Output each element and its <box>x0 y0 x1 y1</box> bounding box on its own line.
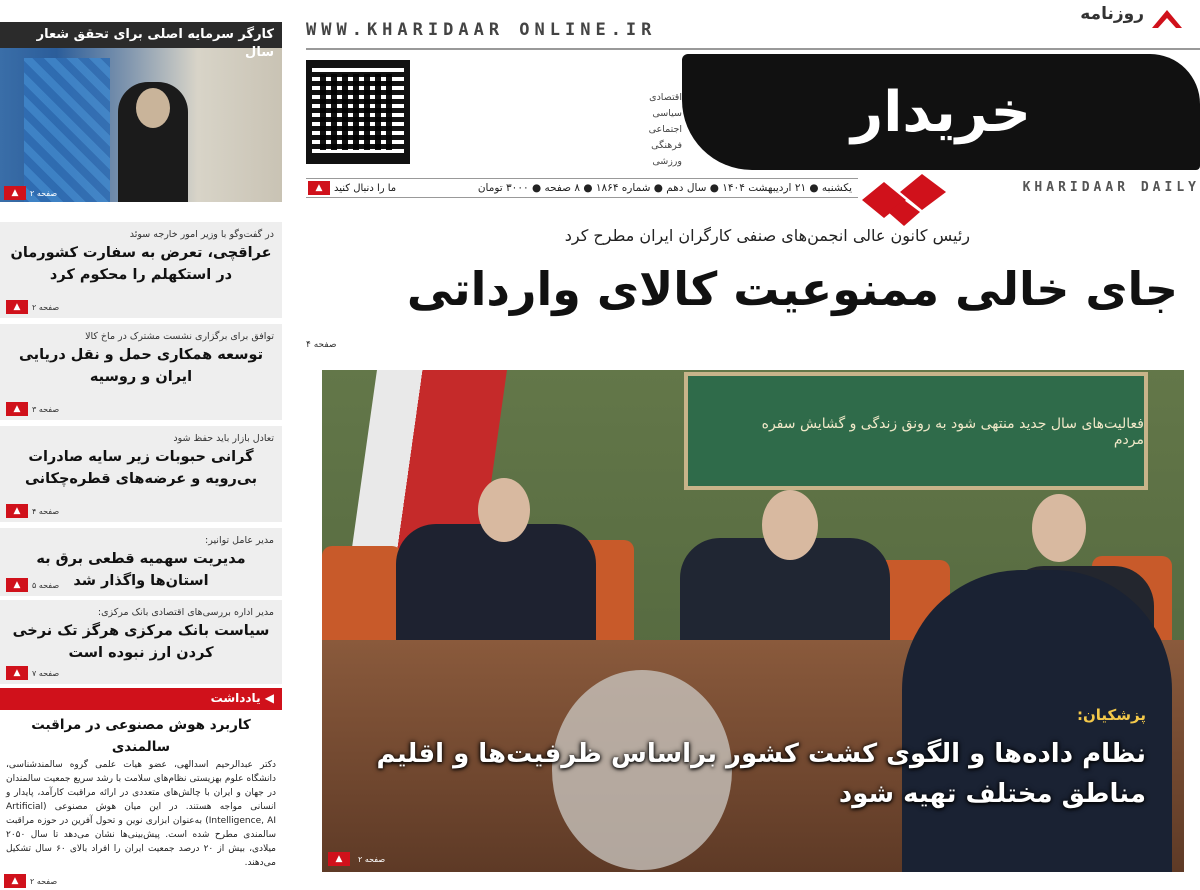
news-page-ref: ▲ صفحه ۵ <box>6 578 59 592</box>
news-item[interactable] <box>0 324 282 420</box>
news-page-ref: ▲ صفحه ۴ <box>6 504 59 518</box>
news-item[interactable] <box>0 222 282 318</box>
main-photo-story[interactable] <box>322 370 1184 872</box>
issue-info-strip <box>306 178 858 198</box>
chevron-up-icon: ▲ <box>6 578 28 592</box>
editorial-article[interactable] <box>0 714 282 870</box>
news-page-ref: ▲ صفحه ۷ <box>6 666 59 680</box>
website-url[interactable]: WWW.KHARIDAAR ONLINE.IR <box>306 20 657 40</box>
issue-date-line: یکشنبه ● ۲۱ اردیبهشت ۱۴۰۴ ● سال دهم ● شماره ۱۸۶۴ ● ۸ صفحه ● ۳۰۰۰ تومان <box>477 182 852 194</box>
editorial-title[interactable]: کاربرد هوش مصنوعی در مراقبت سالمندی <box>31 717 251 755</box>
slogan-banner <box>684 372 1148 490</box>
news-kicker: مدیر اداره بررسی‌های اقتصادی بانک مرکزی: <box>97 607 274 618</box>
editorial-page-ref: ▲ صفحه ۲ <box>4 874 57 888</box>
news-title[interactable]: گرانی حبوبات زیر سایه صادرات بی‌رویه و عرضه‌های قطره‌چکانی <box>24 449 258 487</box>
speaker-face-image <box>136 88 170 128</box>
chevron-up-icon: ▲ <box>4 186 26 200</box>
photo-caption-kicker: پزشکیان: <box>1077 706 1146 724</box>
editorial-bar-label: یادداشت <box>210 691 261 705</box>
photo-caption-title[interactable]: نظام داده‌ها و الگوی کشت کشور براساس ظرفیت‌ها و اقلیم مناطق مختلف تهیه شود <box>376 739 1146 809</box>
news-page-ref: ▲ صفحه ۳ <box>6 402 59 416</box>
mosaic-wall-image <box>24 58 110 202</box>
follow-us[interactable] <box>308 181 396 195</box>
section-item: ورزشی <box>652 156 682 167</box>
news-kicker: توافق برای برگزاری نشست مشترک در ماخ کالا <box>85 331 274 342</box>
chevron-up-icon: ▲ <box>6 300 28 314</box>
section-item: فرهنگی <box>651 140 682 151</box>
qr-code-icon[interactable] <box>306 60 410 164</box>
news-title[interactable]: سیاست بانک مرکزی هرگز تک نرخی کردن ارز نبوده است <box>12 623 270 661</box>
triangle-left-icon: ◀ <box>264 691 274 705</box>
news-title[interactable]: عراقچی، تعرض به سفارت کشورمان در استکهلم را محکوم کرد <box>10 245 272 283</box>
daily-english-name: KHARIDAAR DAILY <box>1022 180 1200 195</box>
news-kicker: تعادل بازار باید حفظ شود <box>173 433 274 444</box>
face-image <box>1032 494 1086 562</box>
top-photo-story[interactable] <box>0 22 282 202</box>
top-photo-page-ref: ▲ صفحه ۲ <box>4 186 57 200</box>
sections-list <box>626 90 682 170</box>
editorial-body: دکتر عبدالرحیم اسدالهی، عضو هیات علمی گروه سالمندشناسی، دانشگاه علوم بهزیستی نظام‌های سلامت با رشد سریع جمعیت سالمندان در جهان و ایران با چالش‌های متعددی در ارائه مراقبت کارآمد، پایدار و انسانی مواجه هستند. در این میان هوش مصنوعی (Artificial Intelligence, AI) به‌عنوان ابزاری نوین و تحول آفرین در حوزه مراقبت سالمندی مطرح شده است. پیش‌بینی‌ها نشان می‌دهد تا سال ۲۰۵۰ میلادی، بیش از ۲۰ درصد جمعیت ایران را افراد بالای ۶۰ سال تشکیل می‌دهند. <box>6 760 276 868</box>
news-item[interactable] <box>0 426 282 522</box>
lead-page-ref: صفحه ۴ <box>306 340 337 350</box>
brand-chevron-icon <box>1150 2 1184 36</box>
news-page-ref: ▲ صفحه ۲ <box>6 300 59 314</box>
chevron-up-icon: ▲ <box>6 504 28 518</box>
top-photo-headline[interactable]: کارگر سرمایه اصلی برای تحقق شعار سال <box>0 22 282 48</box>
news-item[interactable] <box>0 528 282 596</box>
photo-page-ref: ▲ صفحه ۲ <box>328 852 385 866</box>
face-image <box>762 490 818 560</box>
news-kicker: در گفت‌وگو با وزیر امور خارجه سوئد <box>129 229 274 240</box>
news-item[interactable] <box>0 600 282 684</box>
section-item: اجتماعی <box>648 124 682 135</box>
chevron-up-icon: ▲ <box>6 666 28 680</box>
lead-headline[interactable]: جای خالی ممنوعیت کالای وارداتی <box>406 262 1178 316</box>
section-item: سیاسی <box>652 108 682 119</box>
lead-subheadline: رئیس کانون عالی انجمن‌های صنفی کارگران ایران مطرح کرد <box>564 226 970 245</box>
newspaper-logo[interactable]: خریدار <box>682 54 1200 170</box>
editorial-section-bar <box>0 688 282 710</box>
chevron-up-icon: ▲ <box>328 852 350 866</box>
official-left-image <box>396 524 596 654</box>
chevron-up-icon: ▲ <box>6 402 28 416</box>
section-item: اقتصادی <box>649 92 682 103</box>
follow-label: ما را دنبال کنید <box>334 182 397 194</box>
news-title[interactable]: مدیریت سهمیه قطعی برق به استان‌ها واگذار شد <box>36 551 246 589</box>
masthead-divider <box>306 48 1200 50</box>
face-image <box>478 478 530 542</box>
chevron-up-icon: ▲ <box>4 874 26 888</box>
left-column <box>0 0 282 890</box>
chevron-up-icon: ▲ <box>308 181 330 195</box>
news-title[interactable]: توسعه همکاری حمل و نقل دریایی ایران و روسیه <box>18 347 264 385</box>
daily-label: روزنامه <box>1080 4 1144 24</box>
brand-diamonds-icon <box>858 172 948 228</box>
banner-text: فعالیت‌های سال جدید منتهی شود به رونق زندگی و گشایش سفره مردم <box>761 416 1144 448</box>
news-kicker: مدیر عامل توانیر: <box>205 535 274 546</box>
